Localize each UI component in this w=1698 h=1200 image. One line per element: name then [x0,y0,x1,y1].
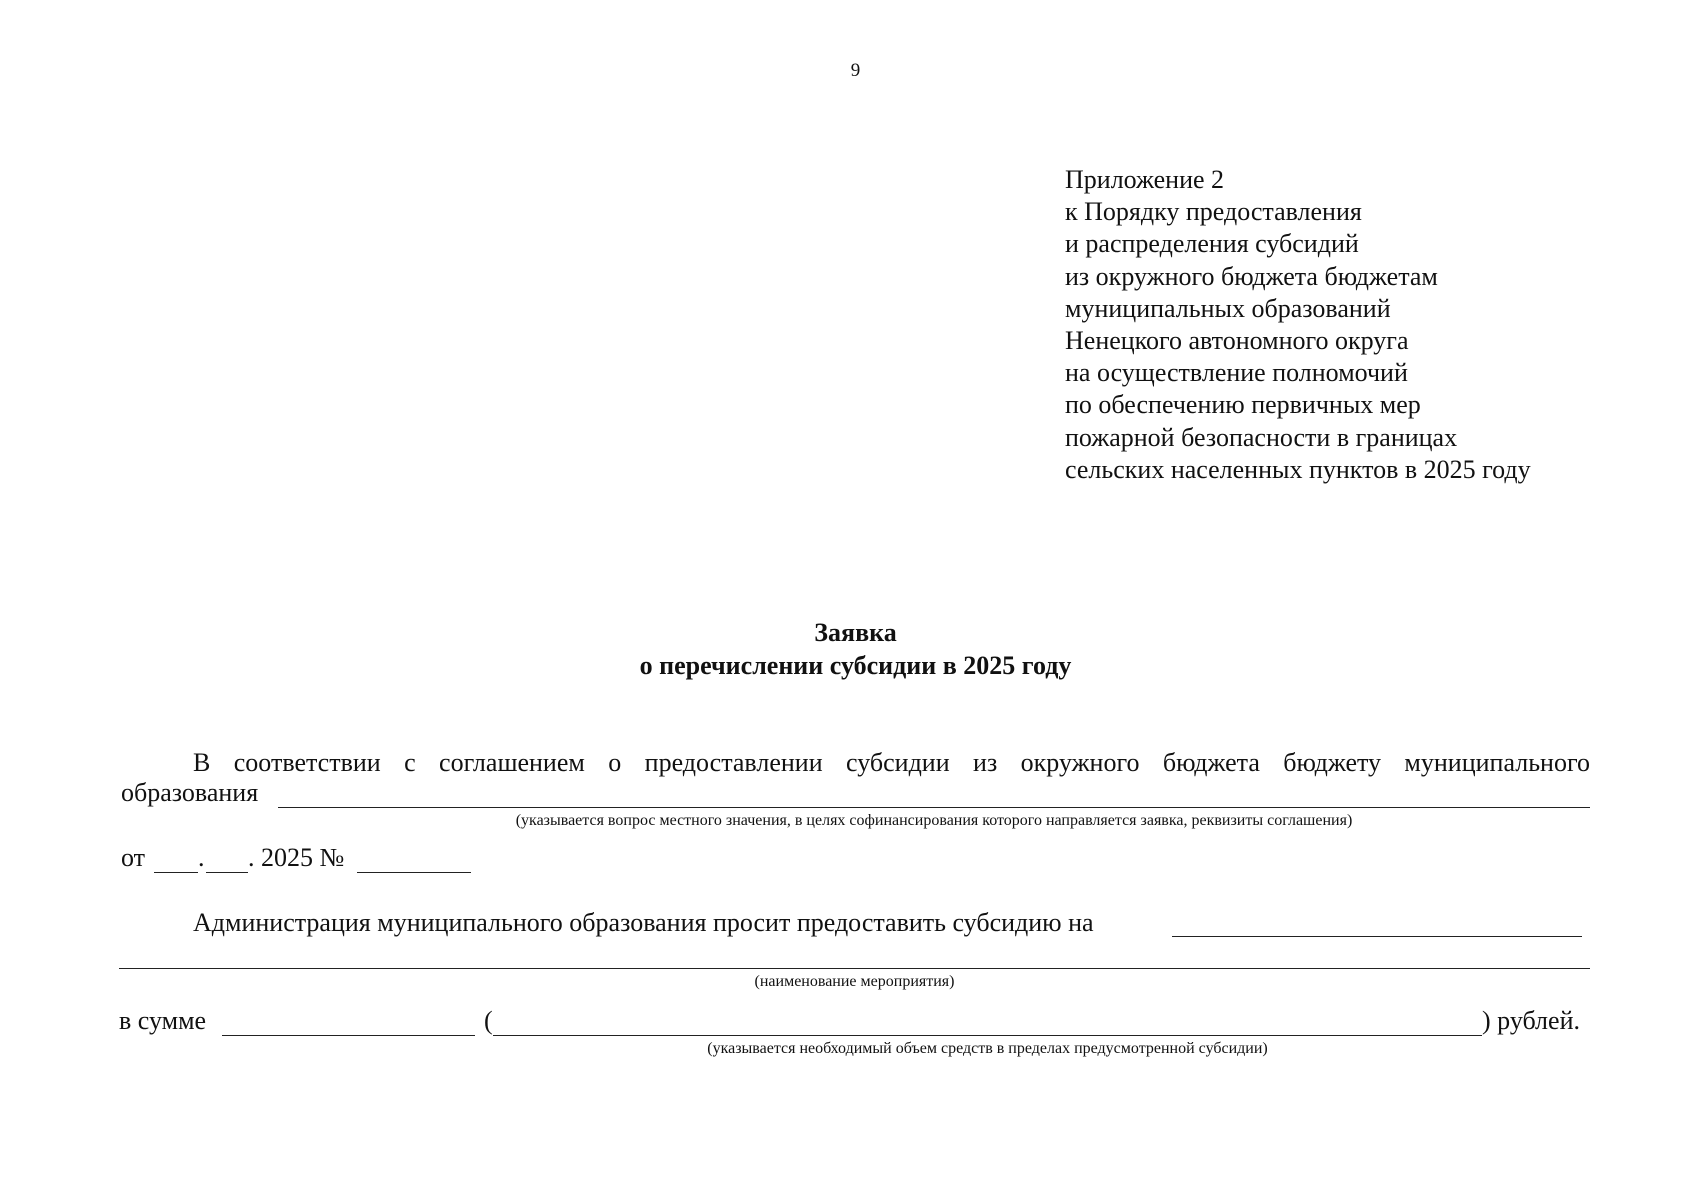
document-subtitle: о перечислении субсидии в 2025 году [639,651,1072,680]
appendix-line: по обеспечению первичных мер [1065,390,1421,420]
purpose-field-start[interactable] [1172,936,1582,937]
amount-suffix: ) рублей. [1482,1006,1580,1035]
purpose-field[interactable] [119,968,1590,969]
date-month-field[interactable] [206,872,248,873]
page-number: 9 [850,60,861,81]
appendix-line: пожарной безопасности в границах [1065,422,1458,452]
appendix-line: на осуществление полномочий [1065,358,1408,388]
agreement-number-field[interactable] [357,872,471,873]
appendix-line: Приложение 2 [1065,165,1225,194]
amount-field[interactable] [222,1035,475,1036]
paragraph2-text: Администрация муниципального образования просит предоставить субсидию на [193,908,1094,937]
appendix-block [1065,164,1531,486]
agreement-field[interactable] [278,807,1590,808]
amount-words-field[interactable] [493,1035,1482,1036]
appendix-line: Ненецкого автономного округа [1065,326,1409,356]
date-separator: . [198,843,205,872]
paragraph1-line1: В соответствии с соглашением о предоставлении субсидии из окружного бюджета бюджету муниципального [193,748,1590,777]
amount-open-paren: ( [484,1006,493,1035]
document-title: Заявка [814,618,897,647]
amount-prefix: в сумме [119,1006,207,1035]
appendix-line: к Порядку предоставления [1065,197,1362,227]
appendix-line: сельских населенных пунктов в 2025 году [1065,454,1531,484]
purpose-field-hint: (наименование мероприятия) [754,973,955,990]
paragraph1-prefix: образования [121,778,259,807]
date-prefix: от [121,843,146,872]
agreement-field-hint: (указывается вопрос местного значения, в целях софинансирования которого направляется заявка, реквизиты соглашения) [515,812,1353,829]
date-day-field[interactable] [154,872,198,873]
amount-field-hint: (указывается необходимый объем средств в пределах предусмотренной субсидии) [707,1040,1268,1057]
appendix-line: муниципальных образований [1065,293,1391,323]
appendix-line: и распределения субсидий [1065,229,1359,259]
date-year-label: . 2025 № [248,843,345,872]
appendix-line: из окружного бюджета бюджетам [1065,261,1438,291]
